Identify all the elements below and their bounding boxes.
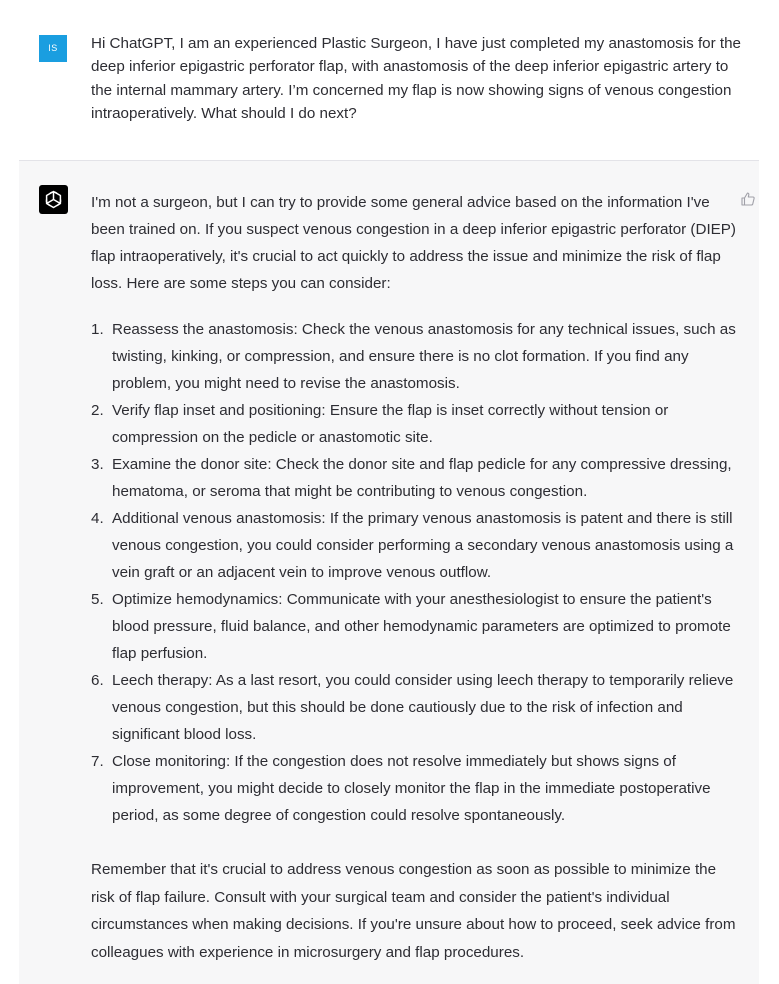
list-item-text: Close monitoring: If the congestion does not resolve immediately but shows signs of improvement, you might decide to closely monitor the flap in the immediate postoperative period, as some degree of congestion could resolve spontaneously. (112, 753, 711, 824)
list-item-number: 1. (91, 321, 104, 338)
list-item-text: Additional venous anastomosis: If the primary venous anastomosis is patent and there is still venous congestion, you could consider performing a secondary venous anastomosis using a vein graft or an adjacent vein to improve venous outflow. (112, 510, 734, 581)
list-item (91, 451, 736, 505)
list-item-number: 3. (91, 456, 104, 473)
thumbs-up-button[interactable] (740, 191, 756, 207)
list-item-number: 7. (91, 753, 104, 770)
list-item (91, 586, 736, 667)
list-item-text: Optimize hemodynamics: Communicate with your anesthesiologist to ensure the patient's blood pressure, fluid balance, and other hemodynamic parameters are optimized to promote flap perfusion. (112, 591, 731, 662)
user-message-text: Hi ChatGPT, I am an experienced Plastic Surgeon, I have just completed my anastomosis for the deep inferior epigastric perforator flap, with anastomosis of the deep inferior epigastric artery to the internal mammary artery. I’m concerned my flap is now showing signs of venous congestion intraoperatively. What should I do next? (91, 35, 741, 122)
openai-logo-icon (39, 185, 68, 214)
assistant-avatar (39, 185, 68, 214)
list-item-text: Verify flap inset and positioning: Ensure the flap is inset correctly without tension or compression on the pedicle or anastomotic site. (112, 402, 669, 446)
list-item-number: 5. (91, 591, 104, 608)
list-item (91, 316, 736, 397)
assistant-closing-text: Remember that it's crucial to address venous congestion as soon as possible to minimize the risk of flap failure. Consult with your surgical team and consider the patient's individual circumstances when making decisions. If you're unsure about how to proceed, seek advice from colleagues with experience in microsurgery and flap procedures. (91, 861, 736, 961)
list-item-text: Examine the donor site: Check the donor site and flap pedicle for any compressive dressing, hematoma, or seroma that might be contributing to venous congestion. (112, 456, 732, 500)
list-item-number: 6. (91, 672, 104, 689)
user-avatar: IS (39, 35, 67, 62)
list-item (91, 397, 736, 451)
list-item-number: 4. (91, 510, 104, 527)
list-item-text: Leech therapy: As a last resort, you could consider using leech therapy to temporarily relieve venous congestion, but this should be done cautiously due to the risk of infection and significant blood loss. (112, 672, 734, 743)
list-item-text: Reassess the anastomosis: Check the venous anastomosis for any technical issues, such as twisting, kinking, or compression, and ensure there is no clot formation. If you find any problem, you might need to revise the anastomosis. (112, 321, 736, 392)
list-item (91, 748, 736, 829)
list-item (91, 505, 736, 586)
list-item (91, 667, 736, 748)
list-item-number: 2. (91, 402, 104, 419)
assistant-intro-text: I'm not a surgeon, but I can try to provide some general advice based on the information I've been trained on. If you suspect venous congestion in a deep inferior epigastric perforator (DIEP) flap intraoperatively, it's crucial to act quickly to address the issue and minimize the risk of flap loss. Here are some steps you can consider: (91, 194, 736, 292)
steps-list (91, 316, 736, 829)
thumbs-up-icon (740, 191, 756, 207)
